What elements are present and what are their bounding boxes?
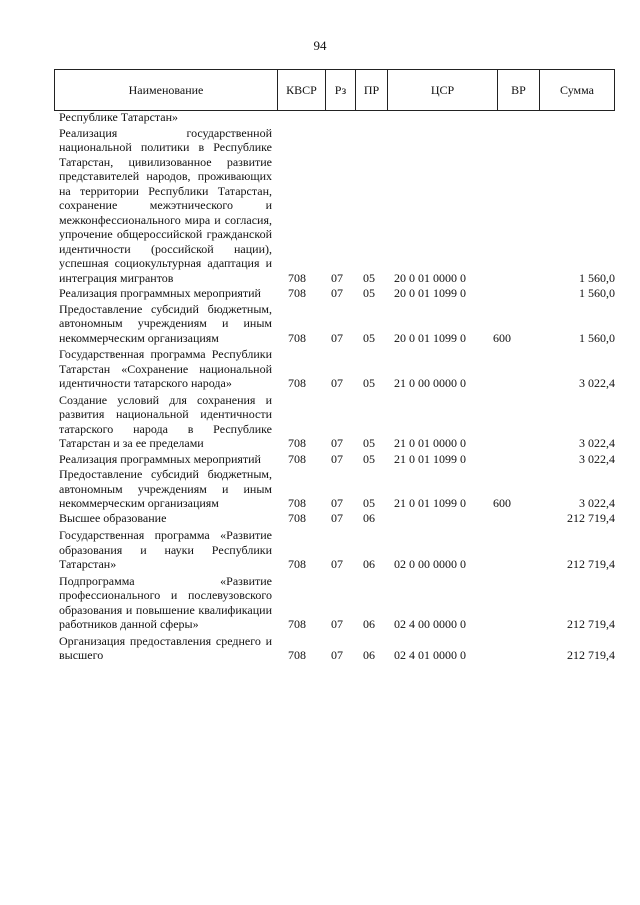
row-csr: 02 4 01 0000 0 [394, 648, 466, 662]
row-pr: 06 [363, 648, 375, 662]
row-kvsr: 708 [288, 496, 306, 510]
row-sum: 212 719,4 [567, 617, 615, 631]
row-kvsr: 708 [288, 648, 306, 662]
row-sum: 1 560,0 [579, 330, 615, 345]
row-kvsr: 708 [288, 376, 306, 390]
table-row [0, 511, 640, 526]
row-kvsr: 708 [288, 451, 306, 466]
row-name: Реализация государственной национальной политики в Республике Татарстан, цивилизованное развитие представителей народов, проживающих на территории Республики Татарстан, сохранение межэтнического и межконфессионального мира и согласия, упрочение общероссийской гражданской идентичности (российской нации), успешная социокультурная адаптация и интеграция мигрантов [59, 125, 272, 285]
header-csr: ЦСР [388, 70, 498, 110]
header-name: Наименование [55, 70, 278, 110]
row-name: Реализация программных мероприятий [59, 286, 261, 300]
row-csr: 20 0 01 0000 0 [394, 270, 466, 285]
row-sum: 1 560,0 [579, 286, 615, 300]
table-row [0, 302, 640, 346]
row-pr: 06 [363, 557, 375, 571]
row-csr: 21 0 00 0000 0 [394, 376, 466, 390]
header-kvsr: КВСР [278, 70, 326, 110]
row-pr: 05 [363, 451, 375, 466]
row-kvsr: 708 [288, 557, 306, 571]
row-rz: 07 [331, 451, 343, 466]
row-csr: 21 0 01 1099 0 [394, 496, 466, 510]
row-vr: 600 [493, 496, 511, 510]
row-sum: 212 719,4 [567, 510, 615, 525]
row-pr: 05 [363, 376, 375, 390]
row-csr: 21 0 01 0000 0 [394, 436, 466, 450]
row-sum: 212 719,4 [567, 557, 615, 571]
table-row [0, 574, 640, 632]
table-row [0, 347, 640, 391]
row-kvsr: 708 [288, 510, 306, 525]
row-rz: 07 [331, 648, 343, 662]
row-rz: 07 [331, 617, 343, 631]
header-sum: Сумма [560, 82, 594, 97]
row-rz: 07 [331, 557, 343, 571]
header-pr: ПР [356, 70, 388, 110]
table-header [54, 69, 615, 111]
page-number: 94 [313, 38, 327, 53]
row-rz: 07 [331, 510, 343, 525]
table-row [0, 286, 640, 301]
row-sum: 3 022,4 [579, 436, 615, 450]
row-kvsr: 708 [288, 330, 306, 345]
row-sum: 3 022,4 [579, 376, 615, 390]
row-rz: 07 [331, 330, 343, 345]
table-body [0, 110, 640, 663]
row-name: Предоставление субсидий бюджетным, автономным учреждениям и иным некоммерческим организациям [59, 467, 272, 510]
row-csr: 02 0 00 0000 0 [394, 557, 466, 571]
row-sum: 1 560,0 [579, 270, 615, 285]
row-rz: 07 [331, 270, 343, 285]
table-row [0, 393, 640, 451]
row-vr: 600 [493, 330, 511, 345]
table-row [0, 467, 640, 511]
row-name: Государственная программа «Развитие образования и науки Республики Татарстан» [59, 528, 272, 571]
table-row [0, 126, 640, 286]
table-row [0, 452, 640, 467]
row-sum: 3 022,4 [579, 496, 615, 510]
row-kvsr: 708 [288, 270, 306, 285]
row-name: Подпрограмма «Развитие профессионального и послевузовского образования и повышение квалификации работников данной сферы» [59, 573, 272, 631]
row-csr: 20 0 01 1099 0 [394, 330, 466, 345]
row-csr: 21 0 01 1099 0 [394, 451, 466, 466]
table-row [0, 528, 640, 572]
row-name: Предоставление субсидий бюджетным, автономным учреждениям и иным некоммерческим организациям [59, 301, 272, 345]
row-kvsr: 708 [288, 436, 306, 450]
row-pr: 05 [363, 286, 375, 300]
row-pr: 05 [363, 496, 375, 510]
table-row [0, 110, 640, 125]
row-rz: 07 [331, 376, 343, 390]
row-name: Реализация программных мероприятий [59, 451, 261, 466]
row-pr: 05 [363, 436, 375, 450]
table-row [0, 634, 640, 663]
row-pr: 06 [363, 510, 375, 525]
row-sum: 3 022,4 [579, 451, 615, 466]
header-vr: ВР [498, 70, 540, 110]
row-rz: 07 [331, 436, 343, 450]
row-name: Создание условий для сохранения и развития национальной идентичности татарского народа в Республике Татарстан и за ее пределами [59, 392, 272, 450]
row-rz: 07 [331, 496, 343, 510]
row-rz: 07 [331, 286, 343, 300]
header-rz: Рз [326, 70, 356, 110]
row-csr: 02 4 00 0000 0 [394, 617, 466, 631]
row-kvsr: 708 [288, 286, 306, 300]
row-csr: 20 0 01 1099 0 [394, 286, 466, 300]
row-sum: 212 719,4 [567, 648, 615, 662]
row-pr: 05 [363, 330, 375, 345]
row-pr: 05 [363, 270, 375, 285]
row-kvsr: 708 [288, 617, 306, 631]
row-pr: 06 [363, 617, 375, 631]
row-name: Республике Татарстан» [59, 110, 179, 124]
row-name: Государственная программа Республики Татарстан «Сохранение национальной идентичности татарского народа» [59, 347, 272, 390]
row-name: Высшее образование [59, 510, 167, 525]
row-name: Организация предоставления среднего и высшего [59, 633, 272, 662]
